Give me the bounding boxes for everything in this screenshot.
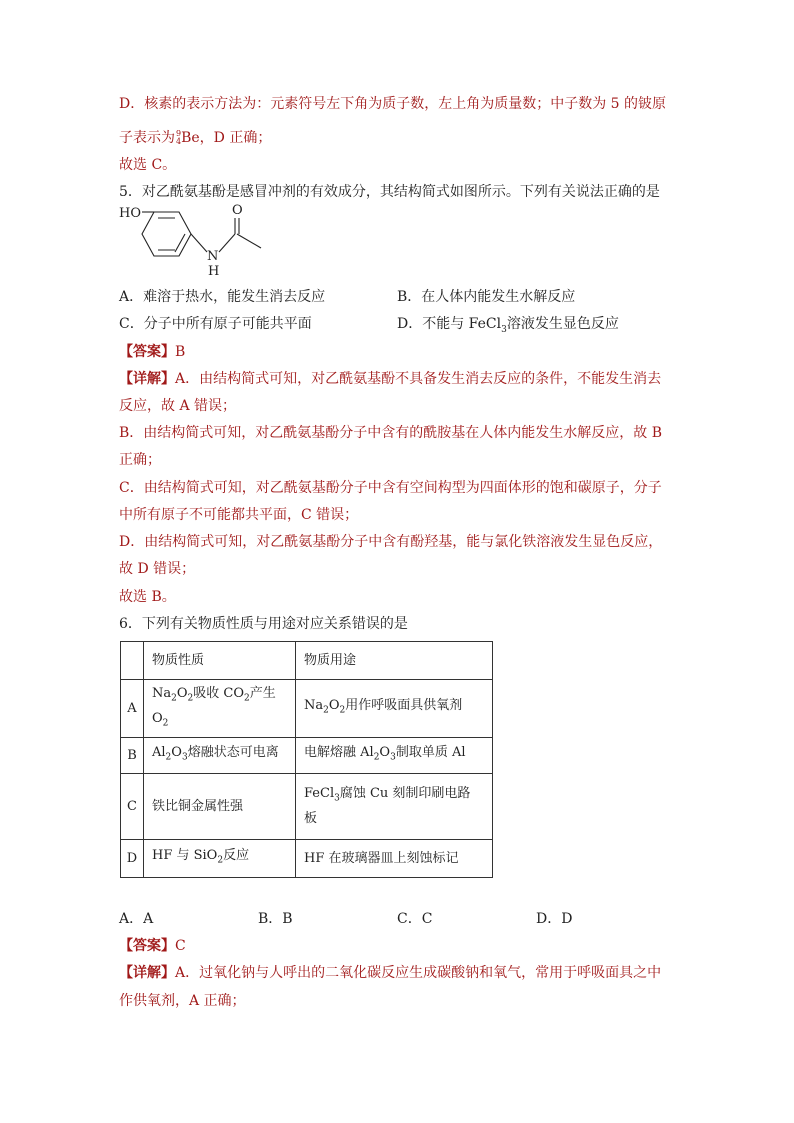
q5-analysis-4: 正确； bbox=[119, 452, 161, 468]
table-row: D HF 与 SiO$_2$反应 HF 在玻璃器皿上刻蚀标记 bbox=[121, 840, 493, 878]
q5-analysis-2: 反应，故 A 错误； bbox=[119, 398, 237, 414]
n-label: N bbox=[207, 249, 219, 264]
q6-answer: 【答案】C bbox=[119, 938, 186, 954]
table-header-row bbox=[121, 642, 493, 680]
q5-option-c: C．分子中所有原子可能共平面 bbox=[119, 316, 312, 332]
q5-analysis-5: C．由结构简式可知，对乙酰氨基酚分子中含有空间构型为四面体形的饱和碳原子，分子 bbox=[119, 480, 662, 496]
q4-option-d-line1: D．核素的表示方法为：元素符号左下角为质子数，左上角为质量数；中子数为 5 的铍原 bbox=[119, 96, 667, 112]
q6-table bbox=[120, 641, 493, 878]
h-label: H bbox=[208, 264, 220, 279]
header-prop: 物质性质 bbox=[144, 642, 296, 680]
q6-analysis-1: 【详解】A．过氧化钠与人呼出的二氧化碳反应生成碳酸钠和氧气，常用于呼吸面具之中 bbox=[119, 965, 662, 981]
q5-option-a: A．难溶于热水，能发生消去反应 bbox=[119, 289, 326, 305]
q5-analysis-6: 中所有原子不可能都共平面，C 错误； bbox=[119, 507, 359, 523]
o-label: O bbox=[232, 203, 243, 218]
q5-answer: 【答案】B bbox=[119, 344, 186, 360]
q6-option-c: C．C bbox=[397, 911, 433, 927]
table-row: C 铁比铜金属性强 FeCl$_3$腐蚀 Cu 刻制印刷电路 板 bbox=[121, 774, 493, 840]
table-row: B $Al_2O_3$熔融状态可电离 电解熔融 $Al_2O_3$制取单质 Al bbox=[121, 738, 493, 774]
q5-analysis-1: 【详解】A．由结构简式可知，对乙酰氨基酚不具备发生消去反应的条件，不能发生消去 bbox=[119, 371, 662, 387]
q6-stem: 6．下列有关物质性质与用途对应关系错误的是 bbox=[119, 616, 408, 632]
q6-option-b: B．B bbox=[258, 911, 293, 927]
q5-option-b: B．在人体内能发生水解反应 bbox=[397, 289, 576, 305]
q4-conclusion: 故选 C。 bbox=[119, 157, 177, 173]
q5-stem: 5．对乙酰氨基酚是感冒冲剂的有效成分，其结构简式如图所示。下列有关说法正确的是 bbox=[119, 184, 660, 200]
q4-option-d-line2: 子表示为9 4Be，D 正确； bbox=[119, 129, 272, 146]
q6-option-a: A．A bbox=[119, 911, 154, 927]
q5-option-d: D．不能与 FeCl$_3$溶液发生显色反应 bbox=[397, 316, 619, 335]
q6-analysis-2: 作供氧剂，A 正确； bbox=[119, 993, 246, 1009]
q6-option-d: D．D bbox=[536, 911, 573, 927]
q5-analysis-8: 故 D 错误； bbox=[119, 561, 196, 577]
nuclide-notation: 9 4 bbox=[176, 129, 182, 146]
q5-analysis-7: D．由结构简式可知，对乙酰氨基酚分子中含有酚羟基，能与氯化铁溶液发生显色反应， bbox=[119, 534, 663, 550]
table-row: A $Na_2O_2$吸收 $CO_2$产生 $O_2$ $Na_2O_2$用作呼吸面具供氧剂 bbox=[121, 680, 493, 738]
q5-analysis-9: 故选 B。 bbox=[119, 589, 176, 605]
acetaminophen-structure bbox=[119, 200, 279, 282]
q5-analysis-3: B．由结构简式可知，对乙酰氨基酚分子中含有的酰胺基在人体内能发生水解反应，故 B bbox=[119, 425, 663, 441]
ho-label: HO bbox=[119, 206, 141, 221]
header-use: 物质用途 bbox=[296, 642, 493, 680]
